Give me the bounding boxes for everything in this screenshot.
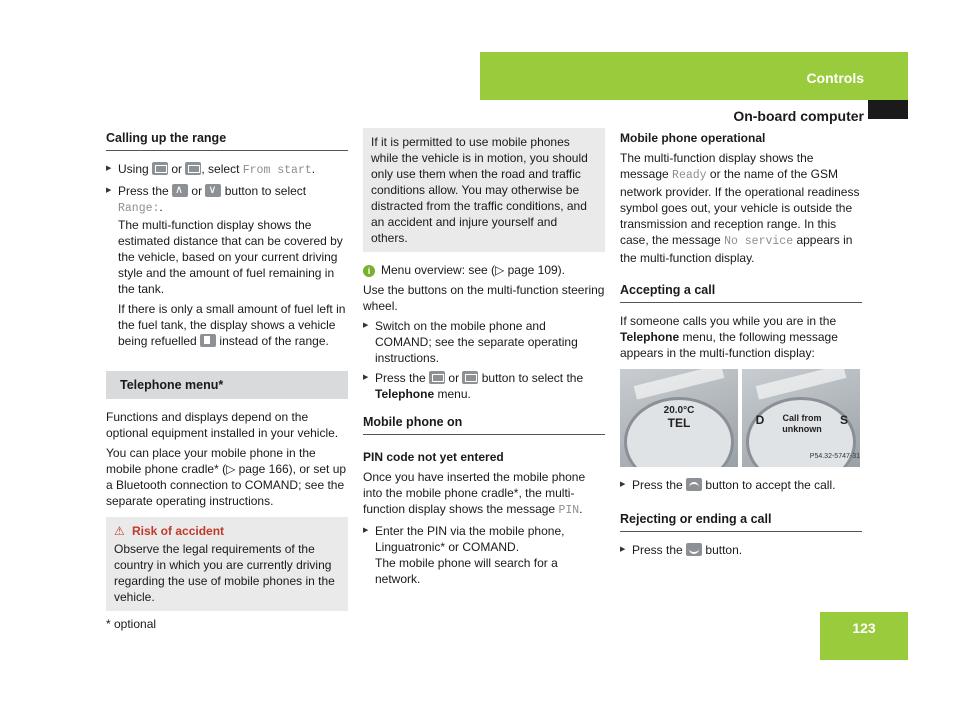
menu-button-icon <box>462 371 478 384</box>
telephone-paragraph-2: You can place your mobile phone in the mobile phone cradle* (▷ page 166), or set up a Bluetooth connection to COMAND; see the separate operating instructions. <box>106 446 347 508</box>
warning-triangle-icon: ⚠ <box>114 524 125 538</box>
phone-accept-icon <box>686 478 702 491</box>
step-reject-call: ▶ Press the button. <box>620 542 862 558</box>
page-title: On-board computer <box>733 108 864 124</box>
accept-text: If someone calls you while you are in the Telephone menu, the following message appears in the multi-function display: <box>620 314 838 360</box>
info-note: i Menu overview: see (▷ page 109). <box>363 262 605 278</box>
telephone-paragraph-1: Functions and displays depend on the optional equipment installed in your vehicle. <box>106 410 339 440</box>
heading-telephone-menu: Telephone menu* <box>106 371 348 399</box>
step-switch-on: ▶ Switch on the mobile phone and COMAND; see the separate operating instructions. <box>363 318 605 366</box>
heading-phone-operational: Mobile phone operational <box>620 131 766 145</box>
step-accept-call: ▶ Press the button to accept the call. <box>620 477 862 493</box>
pin-text: Once you have inserted the mobile phone into the mobile phone cradle*, the multi-function display shows the message PIN. <box>363 470 586 517</box>
heading-range: Calling up the range <box>106 130 348 151</box>
column-left <box>106 130 348 611</box>
menu-button-icon <box>429 371 445 384</box>
use-buttons-text: Use the buttons on the multi-function steering wheel. <box>363 283 605 313</box>
menu-button-icon <box>152 162 168 175</box>
step-select-range: ▶ Press the ∧ or ∨ button to select Range:. The multi-function display shows the estimated distance that can be covered by the vehicle, based on your current driving style and the amount of fuel remaining in the tank. If there is only a small amount of fuel left in the fuel tank, the display shows a vehicle being refuelled instead of the range. <box>106 183 348 349</box>
range-description: The multi-function display shows the estimated distance that can be covered by the vehicle, based on your current driving style and the amount of fuel remaining in the tank. <box>118 218 343 296</box>
photo-code: P54.32-5747-31 <box>809 453 860 460</box>
heading-accepting-call: Accepting a call <box>620 282 862 303</box>
page-number: 123 <box>852 620 876 636</box>
section-title: Controls <box>806 70 864 86</box>
phone-end-icon <box>686 543 702 556</box>
header-marker <box>868 100 908 119</box>
warning-continued-box: If it is permitted to use mobile phones while the vehicle is in motion, you should only use them when the road and traffic conditions allow. You may otherwise be distracted from the traffic conditions, and an accident and injure yourself and others. <box>363 128 605 252</box>
column-middle <box>363 130 605 591</box>
menu-button-icon <box>185 162 201 175</box>
footnote: * optional <box>106 617 157 631</box>
warning-box: ⚠ Risk of accident Observe the legal requirements of the country in which you are currently driving regarding the use of mobile phones in the vehicle. <box>106 517 348 611</box>
display-panel-call: D S Call from unknown <box>742 369 860 467</box>
heading-pin: PIN code not yet entered <box>363 450 504 464</box>
heading-mobile-phone-on: Mobile phone on <box>363 414 605 435</box>
up-button-icon <box>172 184 188 197</box>
step-select-from-start: ▶ Using or , select From start. <box>106 161 348 179</box>
column-right <box>620 130 862 562</box>
low-fuel-description: If there is only a small amount of fuel left in the fuel tank, the display shows a vehicle being refuelled instead of the range. <box>118 302 346 348</box>
step-enter-pin: ▶ Enter the PIN via the mobile phone, Linguatronic* or COMAND. The mobile phone will search for a network. <box>363 523 605 587</box>
display-panel-tel: 20.0°C TEL <box>620 369 738 467</box>
warning-text: Observe the legal requirements of the country in which you are currently driving regarding the use of mobile phones in the vehicle. <box>114 542 335 604</box>
heading-rejecting-call: Rejecting or ending a call <box>620 511 862 532</box>
search-network-text: The mobile phone will search for a network. <box>375 556 558 586</box>
fuel-pump-icon <box>200 334 216 347</box>
info-icon: i <box>363 265 375 277</box>
down-button-icon <box>205 184 221 197</box>
display-photo <box>620 369 862 467</box>
operational-text: The multi-function display shows the message Ready or the name of the GSM network provider. If the operational readiness symbol goes out, your vehicle is outside the transmission and reception range. In this case, the message No service appears in the multi-function display. <box>620 151 860 265</box>
step-select-telephone: ▶ Press the or button to select the Telephone menu. <box>363 370 605 402</box>
